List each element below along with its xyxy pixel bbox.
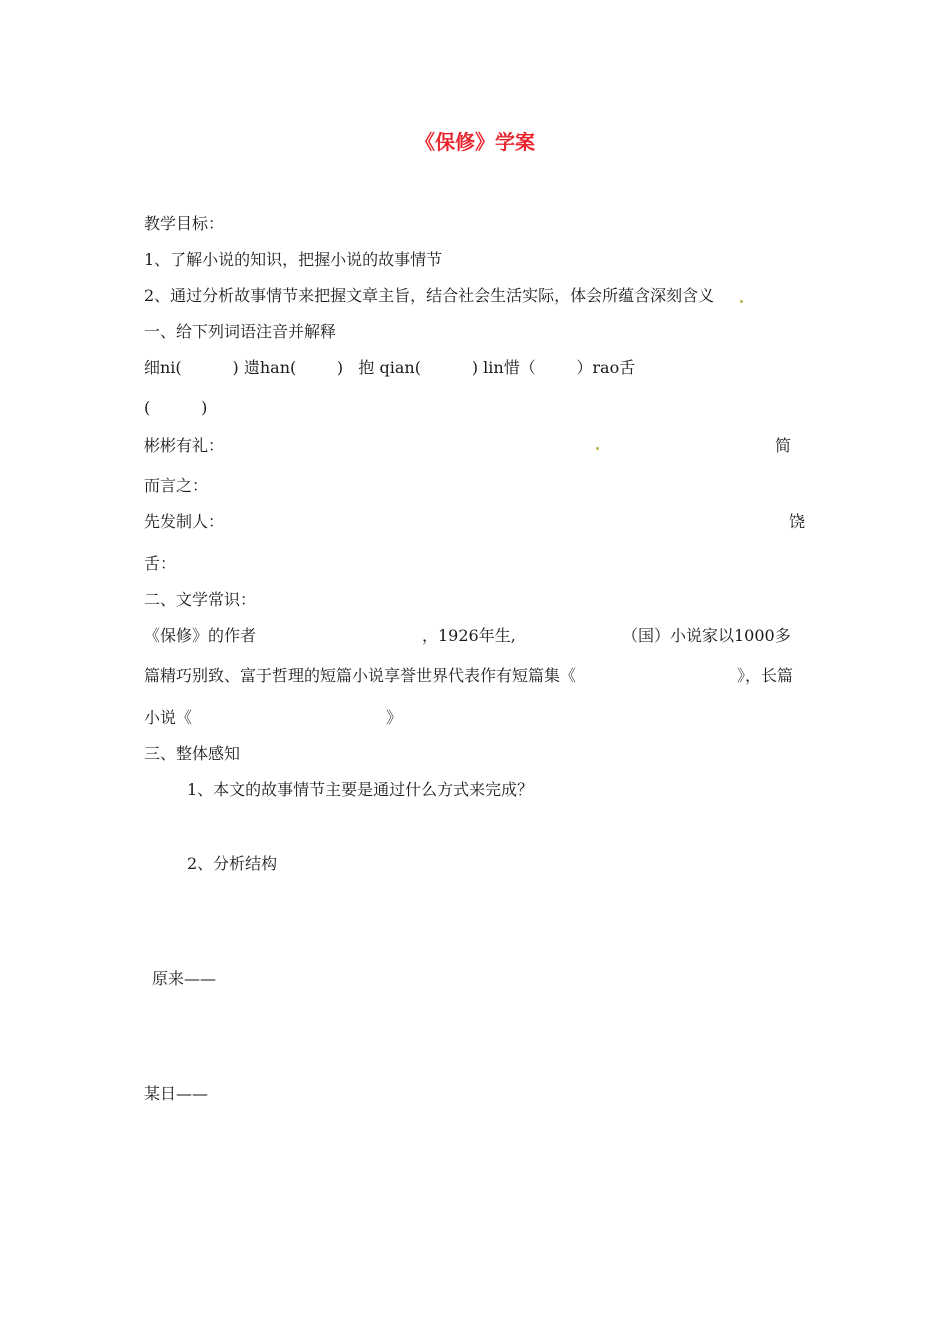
structure-original: 原来—— bbox=[152, 969, 217, 988]
section2-heading: 二、文学常识： bbox=[144, 590, 257, 609]
literary-line-1b: ，1926年生, bbox=[422, 626, 516, 645]
pinyin-line-1: 细ni( ) 遗han( ) 抱 qian( ) lin惜（ ）rao舌 bbox=[144, 358, 636, 377]
word-raoshe-part1: 饶 bbox=[789, 512, 806, 531]
pinyin-line-2: ( ) bbox=[144, 398, 208, 417]
objectives-heading: 教学目标： bbox=[144, 214, 225, 233]
objective-item-2: 2、通过分析故事情节来把握文章主旨，结合社会生活实际，体会所蕴含深刻含义 bbox=[144, 286, 715, 305]
word-raoshe-part2: 舌： bbox=[144, 554, 177, 573]
literary-line-1c: （国）小说家以1000多 bbox=[622, 626, 791, 645]
question-2: 2、分析结构 bbox=[187, 854, 278, 873]
literary-line-1a: 《保修》的作者 bbox=[144, 626, 257, 645]
speck-mark bbox=[740, 300, 743, 303]
literary-line-3a: 小说《 bbox=[144, 708, 193, 727]
literary-line-3b: 》 bbox=[386, 708, 403, 727]
word-jianeryanzhi-part2: 而言之： bbox=[144, 476, 209, 495]
word-jian-part1: 简 bbox=[775, 436, 792, 455]
word-binbinyouli: 彬彬有礼： bbox=[144, 436, 225, 455]
literary-line-2a: 篇精巧别致、富于哲理的短篇小说享誉世界代表作有短篇集《 bbox=[144, 666, 577, 685]
document-title: 《保修》学案 bbox=[415, 130, 535, 154]
objective-item-1: 1、了解小说的知识，把握小说的故事情节 bbox=[144, 250, 443, 269]
section1-heading: 一、给下列词语注音并解释 bbox=[144, 322, 337, 341]
speck-mark bbox=[596, 447, 599, 450]
word-xianfazhiren: 先发制人： bbox=[144, 512, 225, 531]
question-1: 1、本文的故事情节主要是通过什么方式来完成？ bbox=[187, 780, 534, 799]
section3-heading: 三、整体感知 bbox=[144, 744, 241, 763]
structure-one-day: 某日—— bbox=[144, 1084, 209, 1103]
literary-line-2b: 》，长篇 bbox=[737, 666, 794, 685]
